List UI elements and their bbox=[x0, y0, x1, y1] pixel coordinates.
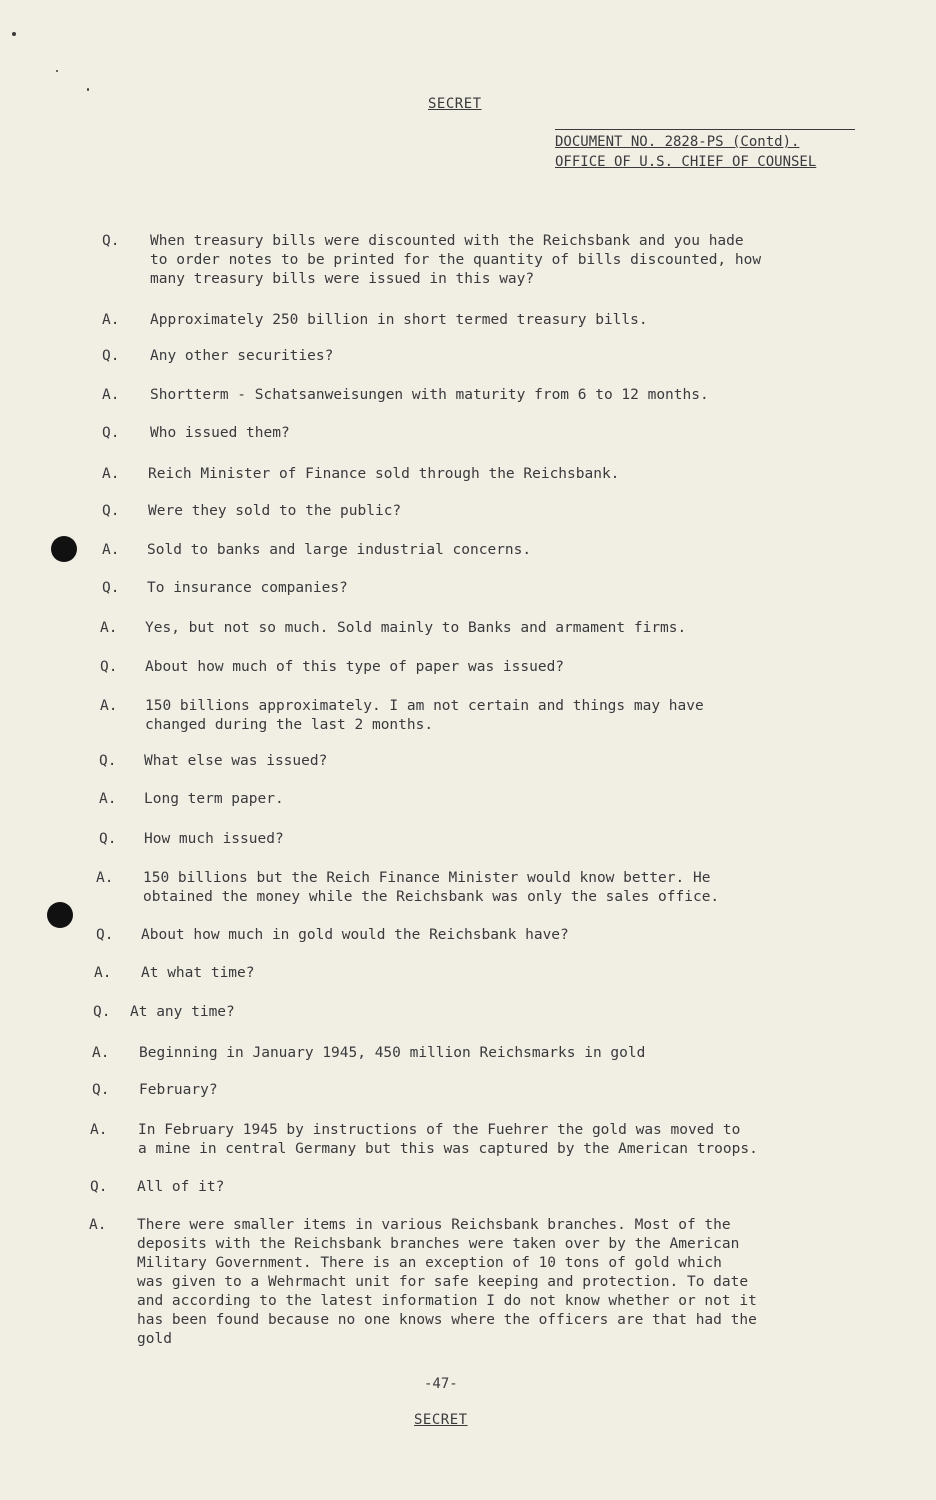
classification-marking-top: SECRET bbox=[428, 96, 482, 112]
entry-text: At what time? bbox=[141, 965, 255, 981]
entry-text: What else was issued? bbox=[144, 753, 328, 769]
entry-label: Q. bbox=[102, 580, 120, 596]
entry-label: Q. bbox=[90, 1179, 108, 1195]
entry-text: There were smaller items in various Reichsbank branches. Most of the deposits with the Reichsbank branches were taken over by the American Military Government. There is an exception of 10 tons of gold which was given to a Wehrmacht unit for safe keeping and protection. To date and according to the latest information I do not know whether or not it has been found because no one knows where the officers are that had the gold bbox=[137, 1217, 757, 1347]
entry-label: A. bbox=[100, 698, 118, 714]
entry-label: A. bbox=[92, 1045, 110, 1061]
entry-label: Q. bbox=[102, 348, 120, 364]
entry-label: A. bbox=[102, 542, 120, 558]
entry-text: About how much in gold would the Reichsbank have? bbox=[141, 927, 569, 943]
entry-label: Q. bbox=[102, 503, 120, 519]
entry-text: About how much of this type of paper was issued? bbox=[145, 659, 565, 675]
entry-text: All of it? bbox=[137, 1179, 225, 1195]
ink-speck bbox=[12, 32, 16, 36]
entry-label: Q. bbox=[102, 233, 120, 249]
entry-label: A. bbox=[94, 965, 112, 981]
ink-speck bbox=[56, 70, 58, 72]
punch-hole bbox=[47, 902, 73, 928]
entry-label: Q. bbox=[100, 659, 118, 675]
entry-text: When treasury bills were discounted with the Reichsbank and you hade to order notes to be printed for the quantity of bills discounted, how many treasury bills were issued in this way? bbox=[150, 233, 762, 287]
entry-text: Reich Minister of Finance sold through the Reichsbank. bbox=[148, 466, 620, 482]
entry-label: Q. bbox=[99, 753, 117, 769]
entry-text: February? bbox=[139, 1082, 218, 1098]
punch-hole bbox=[51, 536, 77, 562]
page-number: -47- bbox=[424, 1376, 458, 1392]
entry-text: Shortterm - Schatsanweisungen with maturity from 6 to 12 months. bbox=[150, 387, 709, 403]
entry-label: Q. bbox=[96, 927, 114, 943]
entry-label: Q. bbox=[102, 425, 120, 441]
classification-marking-bottom: SECRET bbox=[414, 1412, 468, 1428]
entry-text: Any other securities? bbox=[150, 348, 334, 364]
entry-label: A. bbox=[102, 312, 120, 328]
entry-text: 150 billions approximately. I am not certain and things may have changed during the last 2 months. bbox=[145, 698, 704, 733]
entry-text: At any time? bbox=[130, 1004, 235, 1020]
entry-text: To insurance companies? bbox=[147, 580, 348, 596]
document-number: DOCUMENT NO. 2828-PS (Contd). bbox=[555, 134, 800, 150]
entry-text: Were they sold to the public? bbox=[148, 503, 402, 519]
entry-text: How much issued? bbox=[144, 831, 284, 847]
entry-text: Long term paper. bbox=[144, 791, 284, 807]
entry-text: 150 billions but the Reich Finance Minister would know better. He obtained the money while the Reichsbank was only the sales office. bbox=[143, 870, 720, 905]
document-header bbox=[555, 129, 855, 172]
entry-text: Approximately 250 billion in short termed treasury bills. bbox=[150, 312, 648, 328]
entry-text: In February 1945 by instructions of the Fuehrer the gold was moved to a mine in central Germany but this was captured by the American troops. bbox=[138, 1122, 758, 1157]
entry-label: A. bbox=[100, 620, 118, 636]
entry-label: Q. bbox=[93, 1004, 111, 1020]
entry-label: A. bbox=[90, 1122, 108, 1138]
entry-text: Sold to banks and large industrial concerns. bbox=[147, 542, 532, 558]
entry-label: A. bbox=[102, 387, 120, 403]
entry-label: Q. bbox=[92, 1082, 110, 1098]
entry-text: Yes, but not so much. Sold mainly to Banks and armament firms. bbox=[145, 620, 687, 636]
entry-label: Q. bbox=[99, 831, 117, 847]
entry-text: Beginning in January 1945, 450 million Reichsmarks in gold bbox=[139, 1045, 646, 1061]
entry-label: A. bbox=[102, 466, 120, 482]
entry-label: A. bbox=[89, 1217, 107, 1233]
entry-label: A. bbox=[99, 791, 117, 807]
office-name: OFFICE OF U.S. CHIEF OF COUNSEL bbox=[555, 154, 817, 170]
entry-label: A. bbox=[96, 870, 114, 886]
ink-speck bbox=[87, 88, 89, 91]
entry-text: Who issued them? bbox=[150, 425, 290, 441]
